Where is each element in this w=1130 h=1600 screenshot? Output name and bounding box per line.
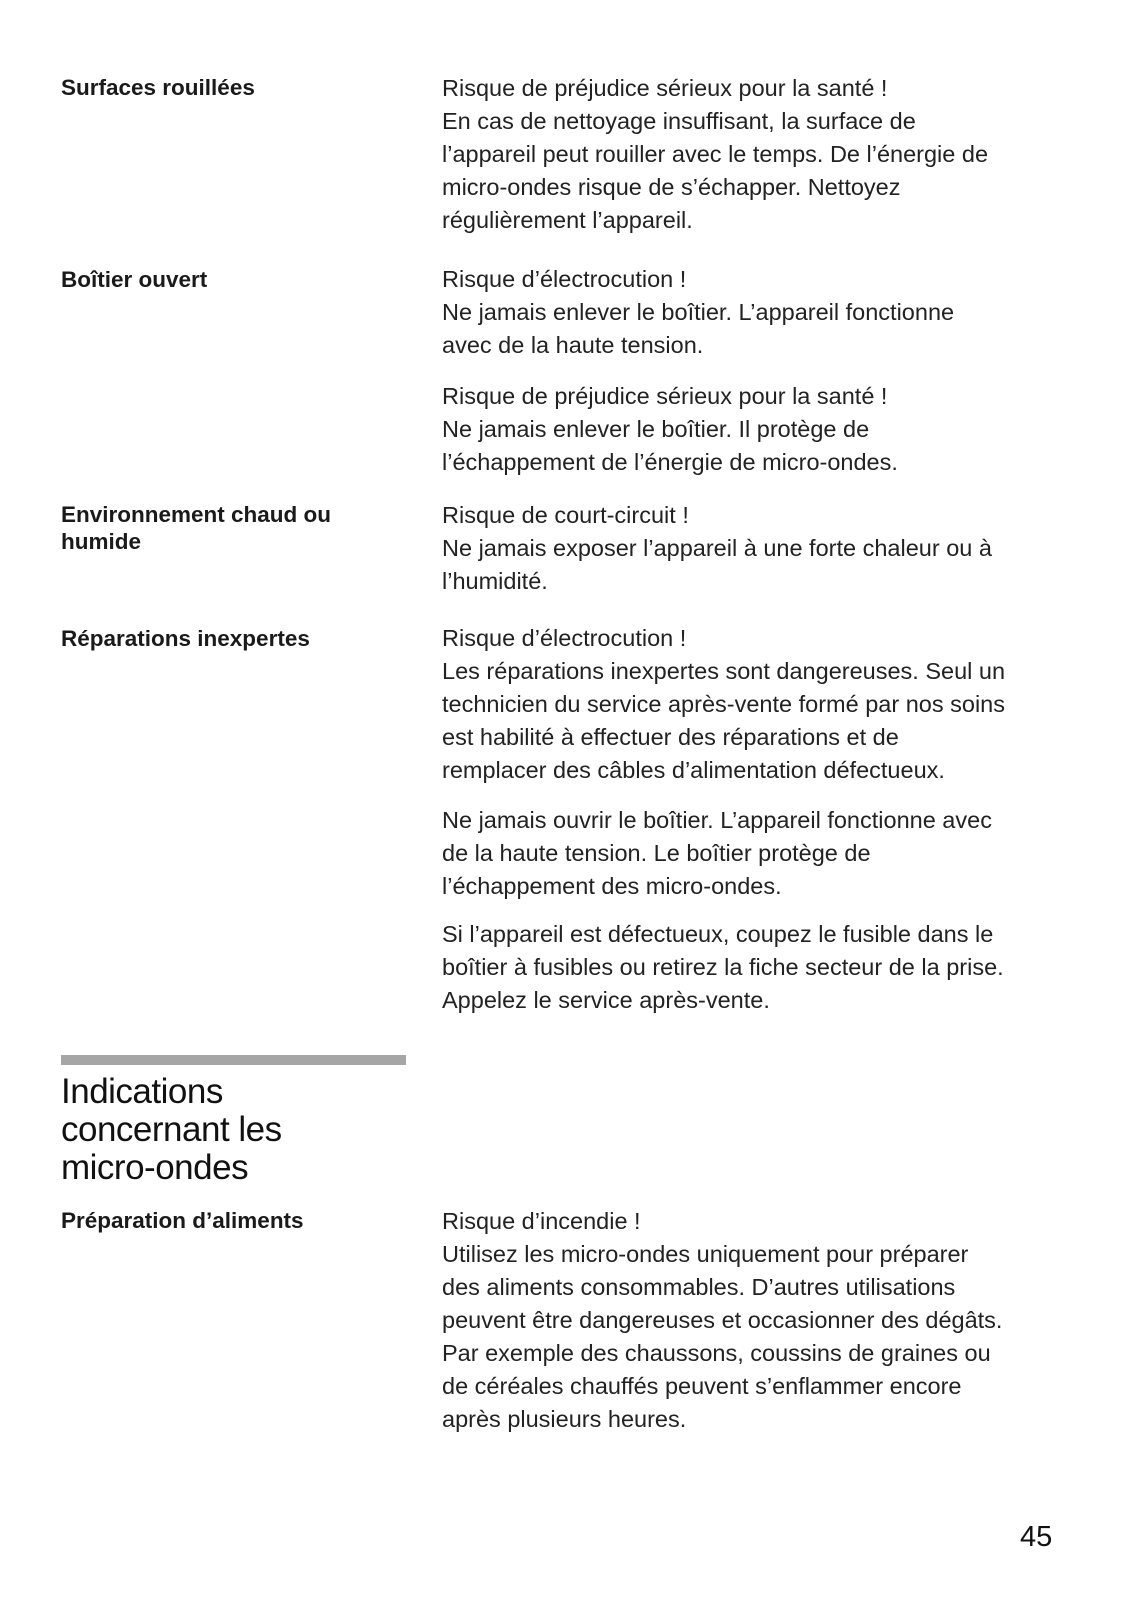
term-reparations-inexpertes: Réparations inexpertes [61,626,310,651]
section-heading: Indications concernant les micro-ondes [61,1072,282,1187]
paragraph-environnement-chaud: Risque de court-circuit ! Ne jamais exposer l’appareil à une forte chaleur ou à l’humidité. [442,502,992,594]
paragraph-reparations-2: Ne jamais ouvrir le boîtier. L’appareil fonctionne avec de la haute tension. Le boîtier protège de l’échappement des micro-ondes. [442,807,992,899]
term-boitier-ouvert: Boîtier ouvert [61,267,208,292]
paragraph-boitier-ouvert-2: Risque de préjudice sérieux pour la santé ! Ne jamais enlever le boîtier. Il protège de l’échappement de l’énergie de micro-ondes. [442,383,898,475]
page-number: 45 [1020,1521,1053,1553]
term-environnement-chaud: Environnement chaud ou humide [61,502,332,554]
paragraph-surfaces-rouillees: Risque de préjudice sérieux pour la santé ! En cas de nettoyage insuffisant, la surface de l’appareil peut rouiller avec le temps. De l’énergie de micro-ondes risque de s’échapper. Nettoyez régulièrement l’appareil. [442,75,989,233]
term-preparation-aliments: Préparation d’aliments [61,1208,304,1233]
term-surfaces-rouillees: Surfaces rouillées [61,75,255,100]
paragraph-boitier-ouvert-1: Risque d’électrocution ! Ne jamais enlever le boîtier. L’appareil fonctionne avec de la haute tension. [442,266,955,358]
section-divider-bar [61,1055,406,1065]
paragraph-reparations-1: Risque d’électrocution ! Les réparations inexpertes sont dangereuses. Seul un technicien du service après-vente formé par nos soins est habilité à effectuer des réparations et de remplacer des câbles d’alimentation défectueux. [442,625,1006,783]
paragraph-preparation-aliments: Risque d’incendie ! Utilisez les micro-ondes uniquement pour préparer des aliments consommables. D’autres utilisations peuvent être dangereuses et occasionner des dégâts. Par exemple des chaussons, coussins de graines ou de céréales chauffés peuvent s’enflammer encore après plusieurs heures. [442,1208,1003,1432]
paragraph-reparations-3: Si l’appareil est défectueux, coupez le fusible dans le boîtier à fusibles ou retirez la fiche secteur de la prise. Appelez le service après-vente. [442,921,1004,1013]
